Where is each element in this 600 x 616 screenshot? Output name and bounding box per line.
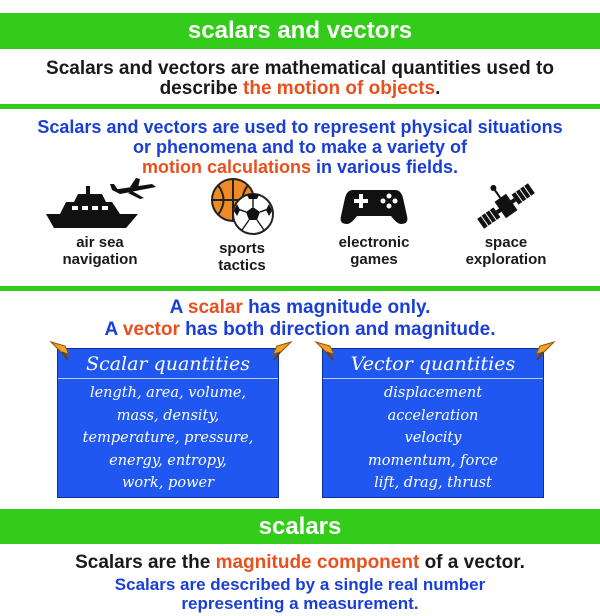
caption-line-2: exploration	[465, 251, 547, 268]
scalars-text-2: Scalars are described by a single real number	[114, 575, 486, 594]
pin-icon	[533, 340, 557, 362]
scalars-highlight: magnitude component	[215, 552, 420, 573]
scalars-text-post: of a vector.	[419, 552, 525, 573]
uses-text-2: or phenomena and to make a variety of	[132, 137, 468, 157]
scalars-line-2	[0, 575, 600, 595]
scalars-text-3: representing a measurement.	[181, 594, 419, 613]
caption-line-1: air sea	[76, 234, 124, 251]
intro-text-1: Scalars and vectors are mathematical quantities used to	[46, 58, 554, 79]
pin-icon	[270, 340, 294, 362]
gamepad-icon	[339, 178, 409, 230]
list-item: temperature, pressure,	[82, 430, 254, 446]
scalars-line-3	[0, 594, 600, 614]
application-caption	[30, 234, 170, 268]
ship-plane-icon	[40, 178, 160, 230]
scalar-quantities-list	[58, 379, 278, 495]
scalars-line-1	[0, 552, 600, 574]
uses-highlight: motion calculations	[141, 157, 311, 177]
list-item: acceleration	[387, 407, 479, 424]
vector-definition	[0, 319, 600, 341]
divider-1	[0, 104, 600, 109]
intro-line-2	[0, 78, 600, 100]
title-banner	[0, 13, 600, 49]
uses-line-1	[0, 117, 600, 138]
caption-line-2: tactics	[218, 257, 266, 274]
caption-line-1: sports	[219, 240, 265, 257]
uses-line-3	[0, 157, 600, 178]
caption-line-2: navigation	[62, 251, 138, 268]
balls-icon	[207, 178, 277, 236]
scalars-heading: scalars	[258, 513, 342, 540]
intro-line-1	[0, 58, 600, 80]
list-item: work, power	[121, 475, 214, 491]
intro-highlight: the motion of objects	[243, 78, 436, 99]
application-air-sea-navigation	[30, 178, 170, 268]
satellite-icon	[471, 178, 541, 230]
pin-icon	[48, 340, 72, 362]
intro-period: .	[435, 78, 441, 99]
application-space-exploration	[436, 178, 576, 268]
vector-def-pre: A	[104, 319, 123, 340]
list-item: lift, drag, thrust	[374, 475, 492, 491]
application-caption	[436, 234, 576, 268]
scalars-banner	[0, 509, 600, 544]
caption-line-1: electronic	[338, 234, 410, 251]
scalar-definition	[0, 297, 600, 319]
scalars-text-pre: Scalars are the	[75, 552, 216, 573]
scalar-board-heading: Scalar quantities	[58, 349, 278, 379]
scalar-quantities-board	[57, 348, 279, 498]
vector-def-post: has both direction and magnitude.	[179, 319, 496, 340]
list-item: energy, entropy,	[109, 452, 227, 469]
scalar-def-pre: A	[169, 297, 188, 318]
uses-text-1: Scalars and vectors are used to represent physical situations	[37, 117, 563, 137]
application-caption	[172, 240, 312, 274]
vector-quantities-board	[322, 348, 544, 498]
list-item: displacement	[383, 385, 483, 401]
application-sports-tactics	[172, 178, 312, 274]
divider-2	[0, 286, 600, 291]
scalar-def-highlight: scalar	[187, 297, 243, 318]
uses-text-3: in various fields.	[310, 157, 459, 177]
vector-def-highlight: vector	[122, 319, 180, 340]
uses-line-2	[0, 137, 600, 158]
page-title: scalars and vectors	[187, 17, 413, 44]
caption-line-1: space	[484, 234, 528, 251]
list-item: velocity	[404, 430, 462, 446]
scalar-def-post: has magnitude only.	[242, 297, 431, 318]
intro-text-2: describe	[159, 78, 244, 99]
pin-icon	[313, 340, 337, 362]
application-caption	[304, 234, 444, 268]
list-item: length, area, volume,	[89, 385, 247, 401]
vector-board-heading: Vector quantities	[323, 349, 543, 379]
list-item: mass, density,	[116, 407, 220, 424]
vector-quantities-list	[323, 379, 543, 495]
list-item: momentum, force	[367, 452, 498, 469]
caption-line-2: games	[350, 251, 398, 268]
application-electronic-games	[304, 178, 444, 268]
